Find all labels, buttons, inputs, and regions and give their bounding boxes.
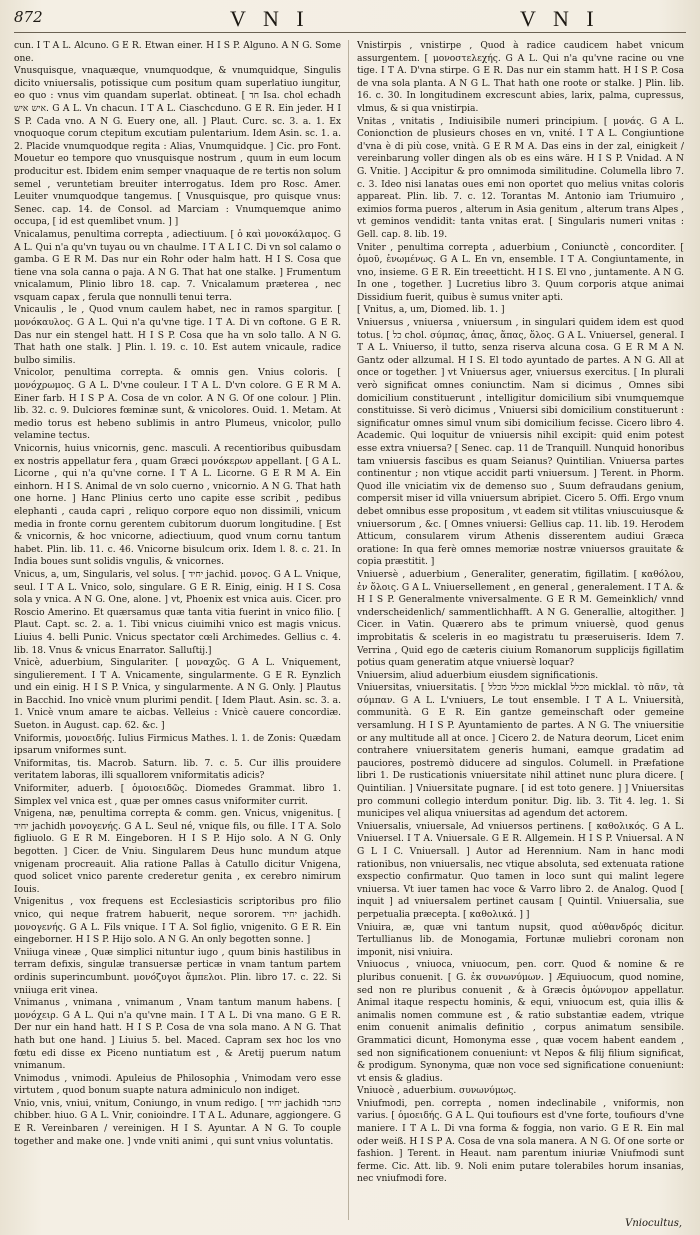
- entry: Vnio, vnis, vniui, vnitum, Coniungo, in vnum redigo. [ יחיד jachidh כחבר chibber. hiuo. G A L. Vnir, conioindre. I T A L. Adunare, aggiongere. G E R. Vereinbaren / vereinigen. H I S. Ayuntar. A N G. To couple together and make one. ] vnde vniti animi , qui sunt vnius voluntatis.: [14, 1098, 341, 1147]
- entry: Vniuocus , vniuoca, vniuocum, pen. corr. Quod & nomine & re pluribus conuenit. [ G. ἐκ συνωνύμων. ] Æquiuocum, quod nomine, sed non re pluribus conuenit , & à Græcis ὁμώνυμον appellatur. Animal itaque respectu hominis, & equi, vniuocum est, quia illis & animalis nomen commune est , & ratio substantiæ eadem, vtrique enim conuenit animalis definitio , corpus animatum sensibile. Grammatici dicunt, Homonyma esse , quæ vocem habent eandem , sed non significationem conueniunt: vt Nepos & filij filium significat, & prodigum. Synonyma, quæ non voce sed significatione conueniunt: vt ensis & gladius.: [357, 960, 684, 1084]
- entry: Vnicè, aduerbium, Singulariter. [ μοναχῶς. G A L. Vniquement, singulierement. I T A. Vnicamente, singularmente. G E R. Eynzlich und ein einig. H I S P. Vnica, y singularmente. A N G. Only. ] Plautus in Bacchid. Ino vnicè vnum plurimi pendit. [ Idem Plaut. Asin. sc. 3. a. 1. Vnicè vnum amare te aicbas. Velleius : Vnicè cauere concordiæ. Sueton. in August. cap. 62. &c. ]: [14, 658, 341, 732]
- entry: Vnicus, a, um, Singularis, vel solus. [ יחיד jachid. μονος. G A L. Vnique, seul. I T A L. Vnico, solo, singulare. G E R. Einig, einig. H I S. Cosa sola y vnica. A N G. One, alone. ] vt, Phoenix est vnica auis. Cicer. pro Roscio Amerino. Et quærsamus quæ tanta vitia fuerint in vnico filio. [ Plaut. Capt. sc. 2. a. 1. Tibi vnicus ciuimihi vnico est magis vnicus. Liuius 4. belli Punic. Vnicus spectator cœli Archimedes. Gellius c. 4. lib. 18. Vnus & vnicus Enarrator. Salluſtij.]: [14, 569, 341, 656]
- page-number: 872: [14, 8, 43, 26]
- entry: Vniformiter, aduerb. [ ὁμοιοειδῶς. Diomedes Grammat. libro 1. Simplex vel vnica est , quæ per omnes casus vniformiter currit.: [14, 784, 341, 807]
- entry: Vnigenitus , vox frequens est Ecclesiasticis scriptoribus pro filio vnico, qui neque fratrem habuerit, neque sororem. יחיד jachidh. μονογενής. G A L. Fils vnique. I T A. Sol figlio, vnigenito. G E R. Ein eingeborner. H I S P. Hijo solo. A N G. An only begotten sonne. ]: [14, 897, 341, 946]
- entry: Vniuocè , aduerbium. συνωνύμως.: [357, 1086, 517, 1097]
- entry: Vnicalamus, penultima correpta , adiectiuum. [ ὁ καὶ μονοκάλαμος. G A L. Qui n'a qu'vn tuyau ou vn chaulme. I T A L I C. Di vn sol calamo o gamba. G E R M. Das nur ein Rohr oder halm hatt. H I S. Cosa que tiene vna sola canna o paja. A N G. That hat one stalke. ] Frumentum vnicalamum, Plinio libro 18. cap. 7. Vnicalamum præterea , nec vsquam capax , ferula que nonnulli tenui terra.: [14, 229, 341, 303]
- entry: Vnicornis, huius vnicornis, genc. masculi. A recentioribus quibusdam ex nostris appellatur fera , quam Græci μονόκερων appellant. [ G A L. Licorne , qui n'a qu'vne corne. I T A L. Licorne. G E R M A. Ein einhorn. H I S. Animal de vn solo cuerno , vnicornio. A N G. That hath one horne. ] Hanc Plinius certo uno capite esse scribit , pedibus elephanti , cauda capri , reliquo corpore equo non dissimili, vnicum media in fronte cornu gerentem cubitorum duorum longitudine. [ Est & vnicornis, & hoc vnicorne, adiectiuum, quod vnum cornu tantum habet. Plin. lib. 11. c. 46. Vnicorne bisulcum orix. Idem l. 8. c. 21. In India boues sunt solidis vngulis, & vnicornes.: [14, 444, 341, 568]
- entry: Vnigena, næ, penultima correpta & comm. gen. Vnicus, vnigenitus. [ יחיד jachidh μονογενής. G A L. Seul né, vnique fils, ou fille. I T A. Solo figliuolo. G E R M. Eingeboren. H I S P. Hijo solo. A N G. Only begotten. ] Cicer. de Vniu. Singularem Deus hunc mundum atque vnigenam procreauit. Alia ratione Pallas à Catullo dicitur Vnigena, quod solicet vnico parente crederetur genita , ex cerebro nimirum Iouis.: [14, 809, 341, 895]
- entry: Vnistirpis , vnistirpe , Quod à radice caudicem habet vnicum assurgentem. [ μονοστελεχής. G A L. Qui n'a qu'vne racine ou vne tige. I T A. D'vna stirpe. G E R. Das nur ein stamm hatt. H I S P. Cosa de vna sola planta. A N G L. That hath one roote or stalke. ] Plin. lib. 16. c. 30. In longitudinem excrescunt abies, larix, palma, cupressus, vlmus, & si qua vnistirpia.: [357, 41, 684, 114]
- entry: Vniufmodi, pen. correpta , nomen indeclinabile , vniformis, non varius. [ ὁμοειδής. G A L. Qui toufiours est d'vne forte, toufiours d'vne maniere. I T A L. Di vna forma & foggia, non vario. G E R. Ein mal oder weiß. H I S P A. Cosa de vna sola manera. A N G. Of one sorte or fashion. ] Terent. in Heaut. nam parentum iniuriæ Vniufmodi sunt ferme. Cic. Att. lib. 9. Noli enim putare tolerabiles horum insanias, nec vniufmodi fore.: [357, 1098, 684, 1185]
- right-column: [357, 40, 684, 1225]
- entry: Vniformitas, tis. Macrob. Saturn. lib. 7. c. 5. Cur illis prouidere veritatem laboras, illi squallorem vniformitatis adicis?: [14, 758, 341, 782]
- entry: Vniiuga vineæ , Quæ simplici nituntur iugo , quum binis hastilibus in terram defixis, singulæ transuersæ perticæ in vnam tantum partem ordinis superincumbunt. μονόζυγοι ἄμπελοι. Plin. libro 17. c. 22. Si vniiuga erit vinea.: [14, 947, 341, 996]
- entry: Vniuersus , vniuersa , vniuersum , in singulari quidem idem est quod totus. [ כל chol. σύμπας, ἀπας, ἅπας, ὅλος. G A L. Vniuersel, general. I T A L. Vniuerso, il tutto, senza riserva alcuna cosa. G E R M A N. Gantz oder allzumal. H I S. El todo ayuntado de partes. A N G. All at once or together. ] vt Vniuersus ager, vniuersus exercitus. [ In plurali verò significat omnes coniunctim. Nam si dicimus , Omnes sibi domicilium constituerunt , intelligitur domicilium sibi vnumquemque constituisse. Si verò dicimus , Vniuersi sibi domicilium constituerunt : significatur omnes simul vnum sibi domicilium fecisse. Cicero libro 4. Academic. Qui loquitur de vniuersis nihil excipit: quid enim potest esse extra vniuersa? [ Senec. cap. 11 de Tranquill. Nunquid honoribus tam vniuersis fascibus es quam Seianus? Quintilian. Vniuersa partes continentur ; non vtique accidit parti vniuersum. ] Terent. in Phorm. Quod ille vniciatim vix de demenso suo , Suum defraudans genium, compersit miser id villa vniuersum abripiet. Cicero 5. Offi. Ergo vnum debet omnibus esse propositum , vt eadem sit vtilitas vniuscuiusque & vniuersorum , &c. [ Omnes vniuersi: Gellius cap. 11. lib. 19. Herodem Atticum, consularem virum Athenis disserentem audiui Græca oratione: In qua ferè omnes memoriæ nostræ vniuersos grauitate & copia præstitit. ]: [357, 318, 684, 568]
- entry: Vnicaulis , le , Quod vnum caulem habet, nec in ramos spargitur. [ μονόκαυλος. G A L. Qui n'a qu'vne tige. I T A. Di vn coftone. G E R. Das nur ein stengel hatt. H I S P. Cosa que ha vn solo tallo. A N G. That hath one stalk. ] Plin. l. 19. c. 10. Est autem vnicaule, radice bulbo similis.: [14, 305, 341, 366]
- running-head-left: V N I: [230, 6, 310, 31]
- running-head-right: V N I: [520, 6, 600, 31]
- entry: Vnitas , vnitatis , Indiuisibile numeri principium. [ μονάς. G A L. Conionction de plusieurs choses en vn, vnité. I T A L. Congiuntione d'vna è di più cose, vnità. G E R M A. Das eins in der zal, einigkeit / vereinbarung voller dingen als ob es eins wäre. H I S P. Vnidad. A N G. Vnitie. ] Accipitur & pro omnimoda similitudine. Columella libro 7. c. 3. Ideo nisi lanatas oues emi non oportet quo melius vnitas coloris appareat. Plin. lib. 7. c. 12. Torantas M. Antonio iam Triumuiro , eximios forma pueros , alterum in Asia genitum , alterum trans Alpes , vt geminos vendidit: tanta vnitas erat. [ Singularis numeri vnitas : Gell. cap. 8. lib. 19.: [357, 116, 684, 240]
- column-divider: [348, 40, 349, 1220]
- entry: Vniuersè , aduerbium , Generaliter, generatim, figillatim. [ καθόλου, ἐν ὅλοις. G A L. Vniuersellement , en general , generalement. I T A. & H I S P. Generalmente vniversalmente. G E R M. Gemeinklich/ vnnd vnderscheidenlich/ sammentlichhafft. A N G. Generallie, altogither. ] Cicer. in Vatin. Quærero abs te primum vniuersè, quod genus improbitatis & sceleris in eo magistratu tu præseruiseris. Idem 7. Verrina , Quid ego de cæteris ciuium Romanorum supplicijs figillatim potius quam generatim atque vniuersè loquar?: [357, 569, 684, 669]
- entry: Vnusquisque, vnaquæque, vnumquodque, & vnumquidque, Singulis dicito vniuersalis, potissique cum positum quam superlatiuo iungitur, eo quo : vnus vim quandam superlat. obtineat. [ חד Isa. chol echadh איש איש. G A L. Vn chacun. I T A L. Ciaschcduno. G E R. Ein jeder. H I S P. Cada vno. A N G. Euery one, all. ] Plaut. Curc. sc. 3. a. 1. Ex vnoquoque corum ctepitum excutiam pulentarium. Idem Asin. sc. 1. a. 2. Placide vnumquodque regita : Alias, Vnumquidque. ] Cic. pro Font. Mouetur eo tempore quo vnusquisque nostrum , quum in eum locum producitur est. Ibidem enim semper vnaquaque de re tertis non solum semel , veruntetiam breuiter interrogatus. Idem pro Rosc. Amer. Leuiter vnumquodque tangemus. [ Vnusquisque, pro quisque vnus: Senec. cap. 14. de Consol. ad Marciam : Vnumquemque animo occupa, [ id est quemlibet vnum. ] ]: [14, 66, 341, 228]
- entry: Vniuersim, aliud aduerbium eiusdem significationis.: [357, 670, 599, 681]
- entry: cun. I T A L. Alcuno. G E R. Etwan einer. H I S P. Alguno. A N G. Some one.: [14, 41, 341, 64]
- entry: Vniformis, μονοειδής. Iulius Firmicus Mathes. l. 1. de Zonis: Quædam ipsarum vniformes sunt.: [14, 733, 341, 757]
- catchword: Vniocultus,: [625, 1218, 682, 1229]
- page-header: [0, 6, 700, 34]
- header-rule: [14, 32, 686, 33]
- left-column: [14, 40, 341, 1225]
- entry: Vnimodus , vnimodi. Apuleius de Philosophia , Vnimodam vero esse virtutem , quod bonum suapte natura adminiculo non indiget.: [14, 1073, 341, 1097]
- entry: Vniuersitas, vniuersitatis. [ מכלל מכלל micklal מכלל micklal. τὸ πᾶν, τὰ σύμπαν. G A L. L'vniuers, Le tout ensemble. I T A L. Vniuersità, communità. G E R. Ein gantze gemeinschaft oder gemeine versamlung. H I S P. Ayuntamiento de partes. A N G. The vniuersitie or any multitude all at once. ] Cicero 2. de Natura deorum, Licet enim contrahere vniuersitatem generis humani, eamque gradatim ad pauciores, postremò diducere ad singulos. Columell. in Præfatione libri 1. De rusticationis vniuersitate nihil attinet nunc plura dicere. [ Quintilian. ] Vniuersitate pugnare. [ id est toto genere. ] ] Vniuersitas pro communi collegio interdum ponitur. Dig. lib. 3. Tit 4. leg. 1. Si municipes vel aliqua vniuersitas ad agendum det actorem.: [357, 683, 684, 820]
- entry: [ Vnitus, a, um, Diomed. lib. 1. ]: [357, 305, 505, 316]
- entry: Vnimanus , vnimana , vnimanum , Vnam tantum manum habens. [ μονόχειρ. G A L. Qui n'a qu'vne main. I T A L. Di vna mano. G E R. Der nur ein hand hatt. H I S P. Cosa de vna sola mano. A N G. That hath but one hand. ] Liuius 5. bel. Maced. Capram sex hoc los vno fœtu edi disse ex Piceno nuntiatum est , & Aretij puerum natum vnimanum.: [14, 998, 341, 1072]
- entry: Vniter , penultima correpta , aduerbium , Coniunctè , concorditer. [ ὁμοῦ, ἑνωμένως. G A L. En vn, ensemble. I T A. Congiuntamente, in vno, insieme. G E R. Ein treeetticht. H I S. El vno , juntamente. A N G. In one , together. ] Lucretius libro 3. Quum corporis atque animai Dissidium fuerit, quibus è sumus vniter apti.: [357, 242, 684, 303]
- entry: Vniuersalis, vniuersale, Ad vniuersos pertinens. [ καθολικός. G A L. Vniuersel. I T A. Vniuersale. G E R. Allgemein. H I S P. Vniuersal. A N G L I C. Vniuersall. ] Autor ad Herennium. Nam in hanc modi rationibus, non vniuersalis, nec vtique absoluta, sed extenuata ratione exspectio confirmatur. Quo tamen in loco sunt qui malint legere vniuersa. Vt iuer tamen hac voce & Varro libro 2. de Analog. Quod [ inquit ] ad vniuersalem pertinet causam [ Quintil. Vniuersalia, sue perpetualia præcepta. [ καθολικά. ] ]: [357, 821, 684, 920]
- entry: Vniuira, æ, quæ vni tantum nupsit, quod αὐθανδρός dicitur. Tertullianus lib. de Monogamia, Fortunæ muliebri coronam non imponit, nisi vniuira.: [357, 922, 684, 958]
- entry: Vnicolor, penultima correpta. & omnis gen. Vnius coloris. [ μονόχρωμος. G A L. D'vne couleur. I T A L. D'vn colore. G E R M A. Einer farb. H I S P A. Cosa de vn color. A N G. Of one colour. ] Plin. lib. 32. c. 9. Dulciores fœminæ sunt, & vnicolores. Ouid. 1. Metam. At medio torus est hebeno sublimis in antro Plumeus, vnicolor, pullo velamine tectus.: [14, 368, 341, 442]
